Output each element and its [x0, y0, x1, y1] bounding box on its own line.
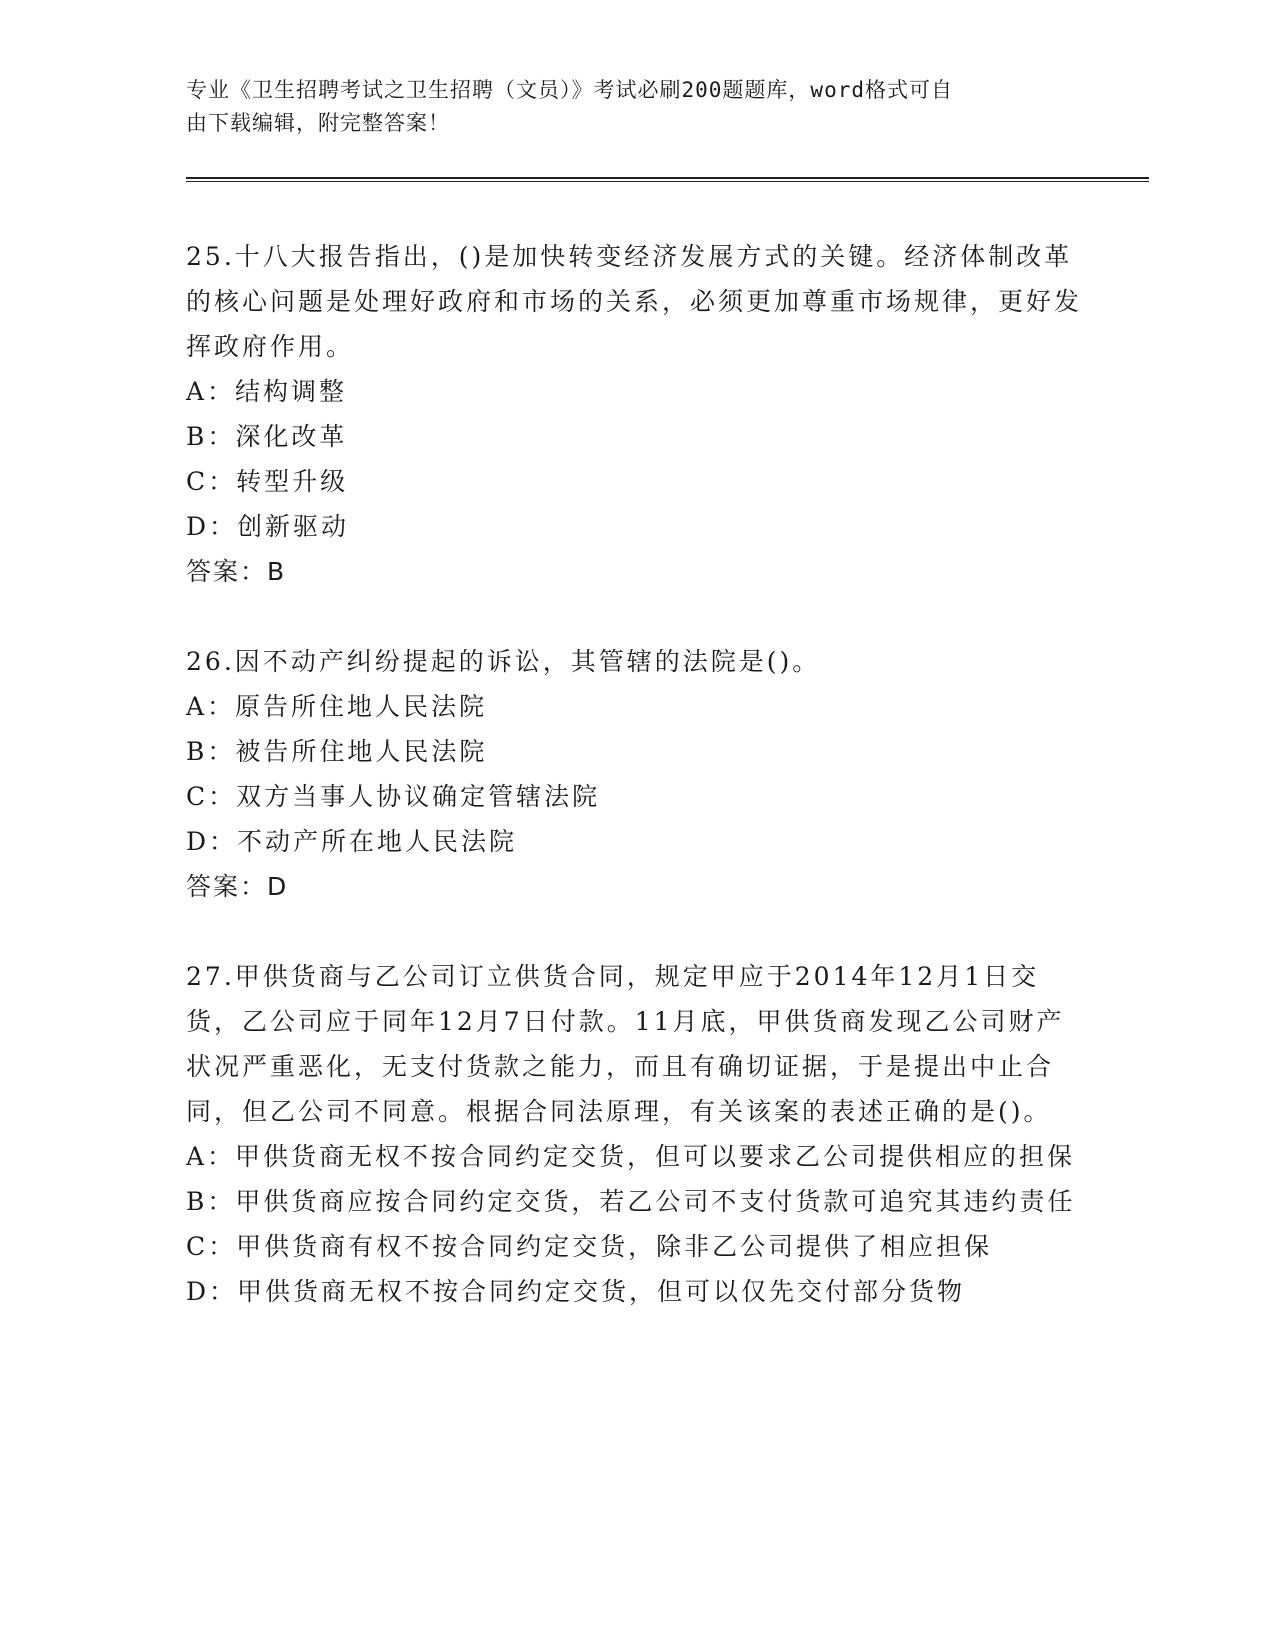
question-stem [186, 234, 1086, 369]
question-number: 26 . [186, 647, 235, 676]
option-c: C：甲供货商有权不按合同约定交货，除非乙公司提供了相应担保 [186, 1232, 993, 1261]
option-d: D：不动产所在地人民法院 [186, 827, 518, 856]
option-d: D：创新驱动 [186, 512, 350, 541]
question-list [186, 234, 1086, 1359]
option-c: C：双方当事人协议确定管辖法院 [186, 782, 601, 811]
header-line-2: 由下载编辑，附完整答案！ [186, 111, 450, 135]
header-line-1: 专业《卫生招聘考试之卫生招聘（文员）》考试必刷200题题库，word格式可自 [186, 78, 953, 102]
question-stem [186, 639, 1086, 684]
question-stem [186, 954, 1086, 1134]
option-b: B：深化改革 [186, 422, 348, 451]
question-26 [186, 639, 1086, 909]
option-a: A：结构调整 [186, 377, 348, 406]
answer-line: 答案：D [186, 872, 289, 901]
option-c: C：转型升级 [186, 467, 349, 496]
answer-line: 答案：B [186, 557, 287, 586]
option-a: A：原告所住地人民法院 [186, 692, 488, 721]
question-text: 因不动产纠纷提起的诉讼，其管辖的法院是()。 [234, 647, 821, 676]
option-b: B：甲供货商应按合同约定交货，若乙公司不支付货款可追究其违约责任 [186, 1187, 1076, 1216]
header-divider-thin [186, 181, 1149, 182]
option-a: A：甲供货商无权不按合同约定交货，但可以要求乙公司提供相应的担保 [186, 1142, 1076, 1171]
option-b: B：被告所住地人民法院 [186, 737, 488, 766]
question-25 [186, 234, 1086, 594]
header-divider-thick [186, 177, 1149, 179]
question-27 [186, 954, 1086, 1314]
question-number: 27 . [186, 962, 235, 991]
question-text: 甲供货商与乙公司订立供货合同，规定甲应于2014年12月1日交货，乙公司应于同年12月7日付款。11月底，甲供货商发现乙公司财产状况严重恶化，无支付货款之能力，而且有确切证据，于是提出中止合同，但乙公司不同意。根据合同法原理，有关该案的表述正确的是()。 [186, 962, 1065, 1126]
document-header [186, 74, 1066, 140]
option-d: D：甲供货商无权不按合同约定交货，但可以仅先交付部分货物 [186, 1277, 966, 1306]
question-number: 25 . [186, 242, 235, 271]
question-text: 十八大报告指出，()是加快转变经济发展方式的关键。经济体制改革的核心问题是处理好政府和市场的关系，必须更加尊重市场规律，更好发挥政府作用。 [186, 242, 1083, 361]
